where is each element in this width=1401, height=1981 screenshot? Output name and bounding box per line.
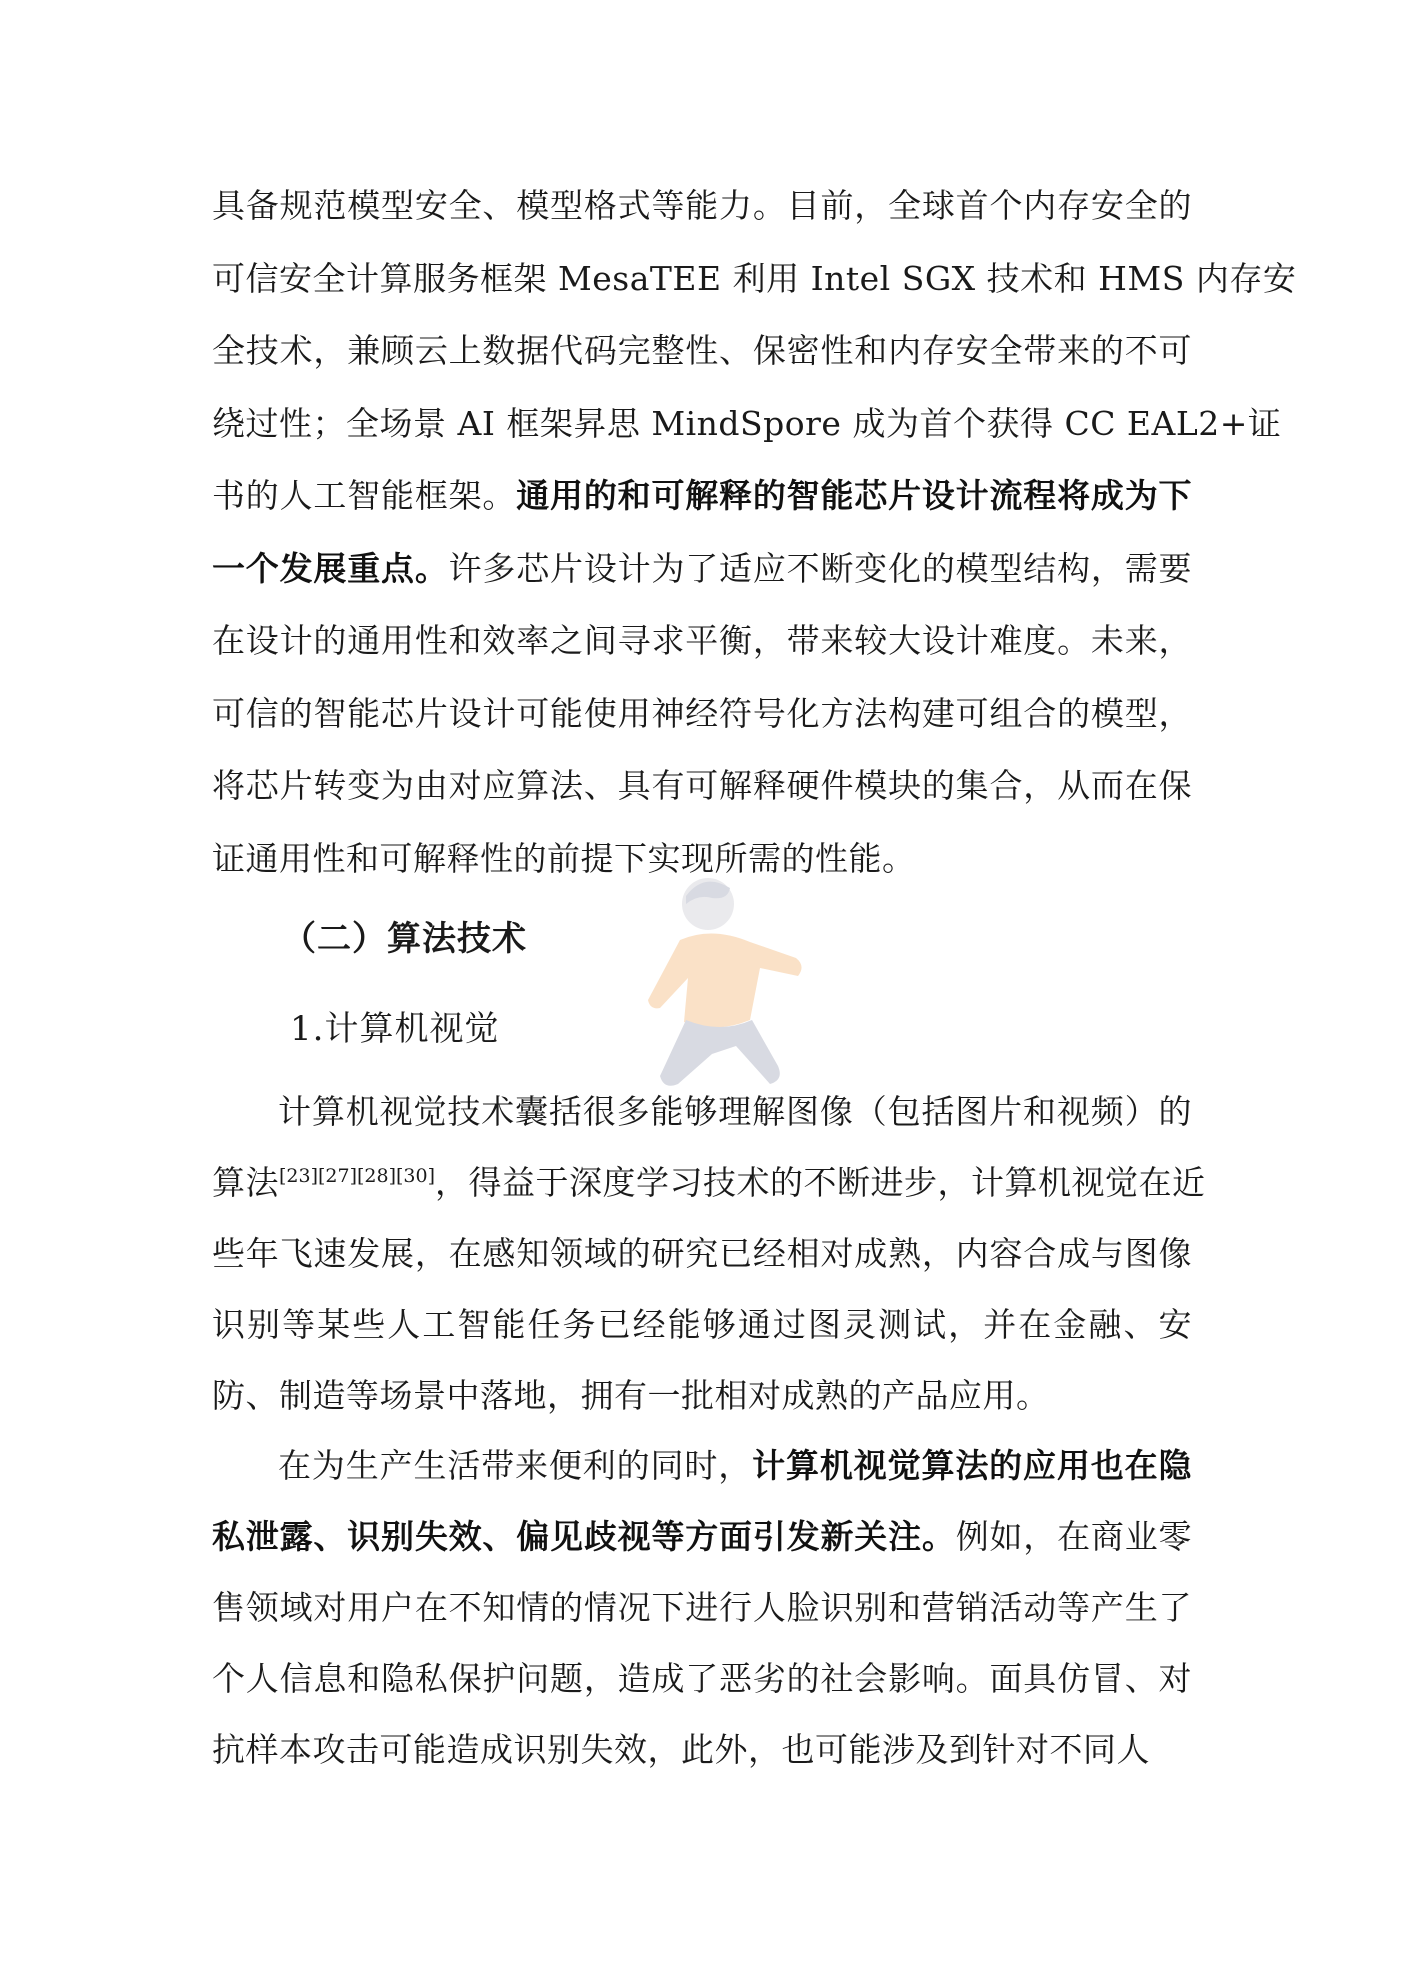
text-line — [212, 403, 1282, 444]
text-line — [212, 549, 1192, 589]
text-segment: 在为生产生活带来便利的同时， — [278, 1446, 753, 1485]
text-segment: ，得益于深度学习技术的不断进步，计算机视觉在近 — [435, 1163, 1206, 1202]
text-segment: 在设计的通用性和效率之间寻求平衡，带来较大设计难度。未来， — [212, 621, 1192, 660]
text-line — [278, 1446, 1192, 1486]
text-segment: 些年飞速发展，在感知领域的研究已经相对成熟，内容合成与图像 — [212, 1234, 1192, 1273]
text-line — [212, 1376, 1050, 1416]
text-segment: 例如，在商业零 — [955, 1517, 1193, 1556]
text-line — [212, 766, 1192, 806]
watermark-shirt — [648, 933, 802, 1027]
running-figure-watermark — [600, 870, 830, 1100]
text-segment: 个人信息和隐私保护问题，造成了恶劣的社会影响。面具仿冒、对 — [212, 1659, 1192, 1698]
text-segment: 抗样本攻击可能造成识别失效，此外，也可能涉及到针对不同人 — [212, 1730, 1150, 1769]
citation-reference: [23][27][28][30] — [279, 1165, 436, 1187]
text-segment: 全技术，兼顾云上数据代码完整性、保密性和内存安全带来的不可 — [212, 331, 1192, 370]
text-line — [212, 258, 1297, 299]
text-segment: 算法 — [212, 1163, 279, 1202]
text-segment: 将芯片转变为由对应算法、具有可解释硬件模块的集合，从而在保 — [212, 766, 1192, 805]
text-line — [212, 331, 1192, 371]
text-line — [212, 1234, 1192, 1274]
text-line — [212, 1163, 1206, 1203]
text-line — [212, 1730, 1150, 1770]
text-line — [212, 476, 1192, 516]
text-segment: 计算机视觉技术囊括很多能够理解图像（包括图片和视频）的 — [278, 1092, 1192, 1131]
text-line — [212, 621, 1192, 661]
section-heading: （二）算法技术 — [282, 919, 527, 959]
text-line — [212, 694, 1192, 734]
text-segment: 绕过性；全场景 AI 框架昇思 MindSpore 成为首个获得 CC EAL2+证 — [212, 403, 1282, 443]
emphasized-text: 一个发展重点。 — [212, 548, 449, 588]
text-line — [212, 1305, 1192, 1345]
text-segment: 可信安全计算服务框架 MesaTEE 利用 Intel SGX 技术和 HMS 内存安 — [212, 258, 1297, 298]
text-line — [212, 1517, 1192, 1557]
subsection-heading: 1.计算机视觉 — [290, 1009, 500, 1049]
text-line — [212, 1588, 1192, 1628]
text-segment: 许多芯片设计为了适应不断变化的模型结构，需要 — [448, 548, 1193, 588]
text-segment: 识别等某些人工智能任务已经能够通过图灵测试，并在金融、安 — [212, 1305, 1192, 1344]
text-line — [212, 1659, 1192, 1699]
emphasized-text: 计算机视觉算法的应用也在隐 — [752, 1446, 1193, 1485]
text-segment: 具备规范模型安全、模型格式等能力。目前，全球首个内存安全的 — [212, 186, 1192, 225]
text-segment: 书的人工智能框架。 — [212, 476, 517, 515]
text-segment: 防、制造等场景中落地，拥有一批相对成熟的产品应用。 — [212, 1376, 1050, 1415]
text-segment: 可信的智能芯片设计可能使用神经符号化方法构建可组合的模型， — [212, 693, 1192, 733]
emphasized-text: 私泄露、识别失效、偏见歧视等方面引发新关注。 — [212, 1517, 956, 1556]
text-segment: 证通用性和可解释性的前提下实现所需的性能。 — [212, 838, 916, 878]
text-line — [212, 186, 1192, 226]
emphasized-text: 通用的和可解释的智能芯片设计流程将成为下 — [516, 476, 1193, 515]
watermark-pants — [660, 1020, 780, 1086]
text-segment: 售领域对用户在不知情的情况下进行人脸识别和营销活动等产生了 — [212, 1588, 1192, 1627]
